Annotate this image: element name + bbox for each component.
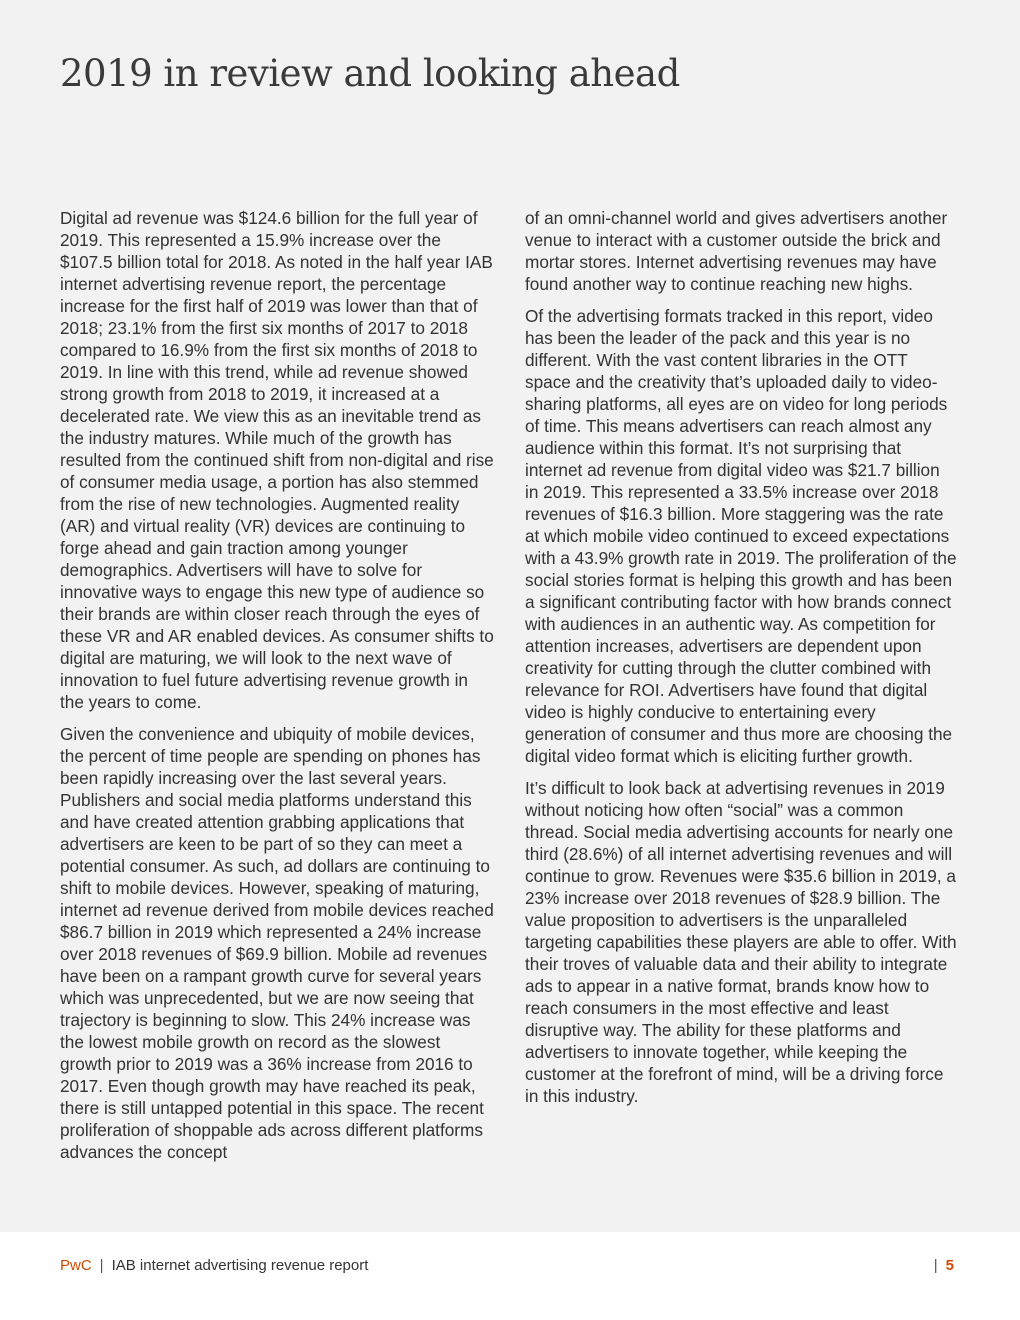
paragraph: Digital ad revenue was $124.6 billion for the full year of 2019. This represented a 15.9% increase over the $107.5 billion total for 2018. As noted in the half year IAB internet advertising revenue report, the percentage increase for the first half of 2019 was lower than that of 2018; 23.1% from the first six months of 2017 to 2018 compared to 16.9% from the first six months of 2018 to 2019. In line with this trend, while ad revenue showed strong growth from 2018 to 2019, it increased at a decelerated rate. We view this as an inevitable trend as the industry matures. While much of the growth has resulted from the continued shift from non-digital and rise of consumer media usage, a portion has also stemmed from the rise of new technologies. Augmented reality (AR) and virtual reality (VR) devices are continuing to forge ahead and gain traction among younger demographics. Advertisers will have to solve for innovative ways to engage this new type of audience so their brands are within closer reach through the eyes of these VR and AR enabled devices. As consumer shifts to digital are maturing, we will look to the next wave of innovation to fuel future advertising revenue growth in the years to come. — [60, 208, 494, 712]
paragraph: Given the convenience and ubiquity of mobile devices, the percent of time people are spending on phones has been rapidly increasing over the last several years. Publishers and social media platforms understand this and have created attention grabbing applications that advertisers are keen to be part of so they can meet a potential consumer. As such, ad dollars are continuing to shift to mobile devices. However, speaking of maturing, internet ad revenue derived from mobile devices reached $86.7 billion in 2019 which represented a 24% increase over 2018 revenues of $69.9 billion. Mobile ad revenues have been on a rampant growth curve for several years which was unprecedented, but we are now seeing that trajectory is beginning to slow. This 24% increase was the lowest mobile growth on record as the slowest growth prior to 2019 was a 36% increase from 2016 to 2017. Even though growth may have reached its peak, there is still untapped potential in this space. The recent proliferation of shoppable ads across different platforms advances the concept — [60, 724, 494, 1162]
page-number-separator: | — [933, 1257, 938, 1274]
left-column — [60, 207, 496, 1173]
page-number: 5 — [945, 1257, 954, 1274]
page-footer — [60, 1255, 954, 1277]
paragraph: Of the advertising formats tracked in this report, video has been the leader of the pack and this year is no different. With the vast content libraries in the OTT space and the creativity that’s uploaded daily to video-sharing platforms, all eyes are on video for long periods of time. This means advertisers can reach almost any audience within this format. It’s not surprising that internet ad revenue from digital video was $21.7 billion in 2019. This represented a 33.5% increase over 2018 revenues of $16.3 billion. More staggering was the rate at which mobile video continued to exceed expectations with a 43.9% growth rate in 2019. The proliferation of the social stories format is helping this growth and has been a significant contributing factor with how brands connect with audiences in an authentic way. As competition for attention increases, advertisers are dependent upon creativity for cutting through the clutter combined with relevance for ROI. Advertisers have found that digital video is highly conducive to entertaining every generation of consumer and thus more are choosing the digital video format which is eliciting further growth. — [525, 306, 957, 766]
paragraph: of an omni-channel world and gives advertisers another venue to interact with a customer outside the brick and mortar stores. Internet advertising revenues may have found another way to continue reaching new highs. — [525, 208, 948, 294]
footer-brand: PwC — [60, 1257, 92, 1274]
footer-report-name: IAB internet advertising revenue report — [111, 1257, 369, 1274]
footer-separator: | — [99, 1257, 104, 1274]
page-title: 2019 in review and looking ahead — [60, 52, 680, 95]
footer-page-info — [926, 1255, 954, 1277]
paragraph: It’s difficult to look back at advertising revenues in 2019 without noticing how often “social” was a common thread. Social media advertising accounts for nearly one third (28.6%) of all internet advertising revenues and will continue to grow. Revenues were $35.6 billion in 2019, a 23% increase over 2018 revenues of $28.9 billion. The value proposition to advertisers is the unparalleled targeting capabilities these players are able to offer. With their troves of valuable data and their ability to integrate ads to appear in a native format, brands know how to reach consumers in the most effective and least disruptive way. The ability for these platforms and advertisers to innovate together, while keeping the customer at the forefront of mind, will be a driving force in this industry. — [525, 778, 957, 1106]
right-column — [525, 207, 957, 1117]
